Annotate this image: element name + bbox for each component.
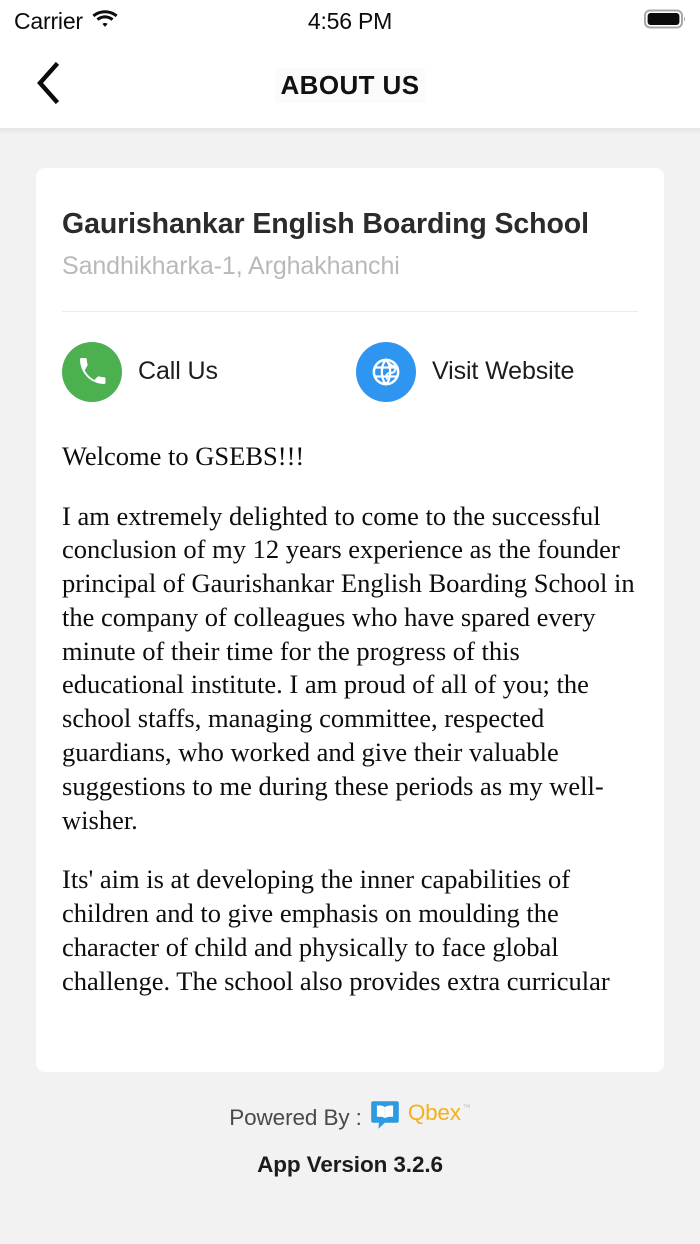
carrier-label: Carrier — [14, 7, 83, 34]
school-name-text: Gaurishankar English Boarding School — [62, 208, 589, 240]
call-us-label: Call Us — [138, 357, 218, 386]
about-card — [36, 168, 664, 1072]
paragraph-welcome: Welcome to GSEBS!!! — [62, 440, 305, 471]
globe-icon — [356, 342, 416, 402]
paragraph-aim: Its' aim is at developing the inner capabilities of children and to give emphasis on moulding the character of child and physically to face global challenge. The school also provides extra curricular — [62, 864, 610, 996]
paragraph-message: I am extremely delighted to come to the successful conclusion of my 12 years experience as the founder principal of Gaurishankar English Boarding School in the company of colleagues who have spared every minute of their time for the progress of this educational institute. I am proud of all of you; the school staffs, managing committee, respected guardians, who worked and give their valuable suggestions to me during these periods as my well-wisher. — [62, 500, 635, 835]
status-bar-center — [0, 0, 700, 42]
school-name — [62, 204, 638, 244]
navigation-bar — [0, 42, 700, 128]
status-bar — [0, 0, 700, 42]
powered-by-label: Powered By : — [229, 1104, 362, 1130]
footer — [0, 1100, 700, 1178]
about-body-text — [36, 402, 664, 999]
action-row — [36, 312, 664, 402]
powered-by-row — [229, 1100, 471, 1135]
navigation-title-container — [0, 42, 700, 128]
navigation-bar-shadow — [0, 128, 700, 134]
app-version-label: App Version 3.2.6 — [257, 1152, 443, 1177]
qbex-wordmark: Qbex — [407, 1100, 461, 1125]
page-title: ABOUT US — [275, 68, 426, 103]
phone-icon — [62, 342, 122, 402]
visit-website-label: Visit Website — [432, 357, 575, 386]
call-us-button[interactable] — [62, 342, 356, 402]
status-bar-right — [644, 0, 688, 42]
clock-label: 4:56 PM — [307, 7, 393, 34]
qbex-book-icon — [371, 1100, 399, 1135]
qbex-logo — [371, 1100, 471, 1135]
card-header — [36, 168, 664, 285]
visit-website-button[interactable] — [356, 342, 574, 402]
trademark-symbol: ™ — [462, 1103, 471, 1112]
school-address: Sandhikharka-1, Arghakhanchi — [62, 252, 400, 281]
battery-full-icon — [644, 8, 688, 35]
